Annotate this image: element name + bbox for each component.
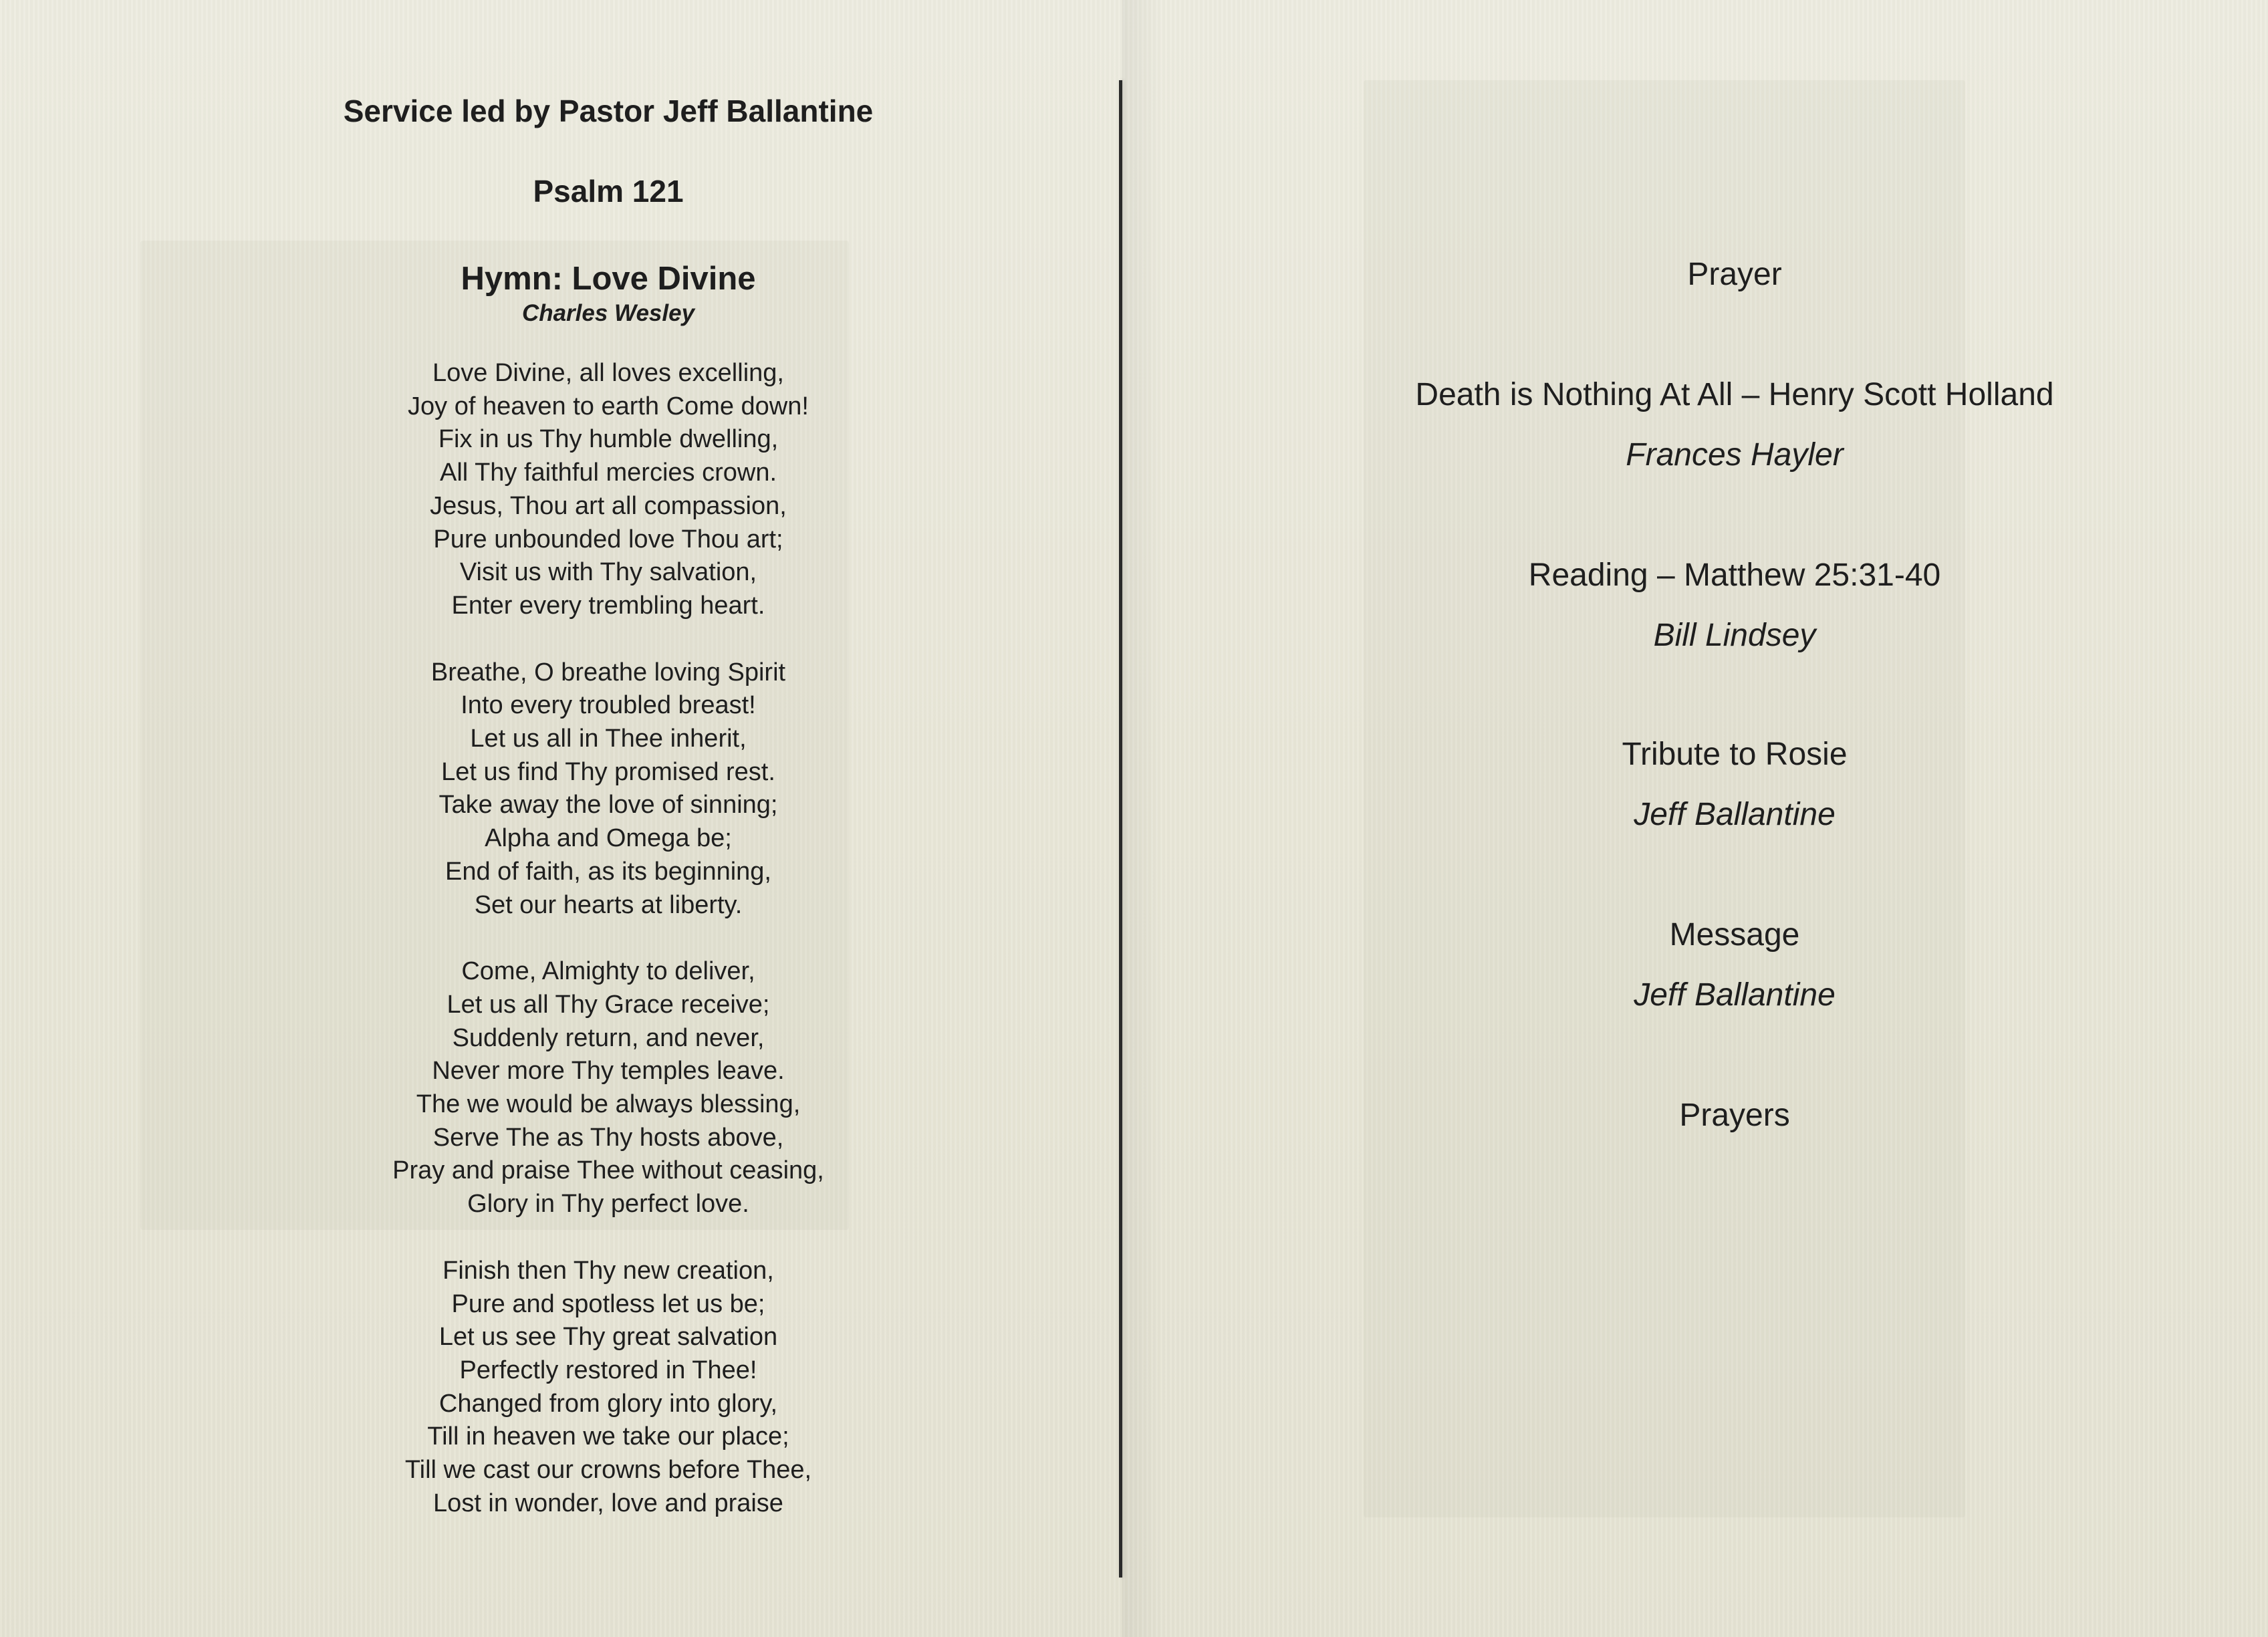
verse-line: Pure unbounded love Thou art; xyxy=(433,525,783,553)
verse-line: Let us find Thy promised rest. xyxy=(441,757,775,786)
service-leader-heading: Service led by Pastor Jeff Ballantine xyxy=(343,94,874,128)
hymn-verse-2 xyxy=(274,656,942,922)
verse-line: Lost in wonder, love and praise xyxy=(433,1489,783,1517)
left-page xyxy=(0,0,1120,1637)
verse-line: Fix in us Thy humble dwelling, xyxy=(438,425,779,454)
verse-line: Let us all Thy Grace receive; xyxy=(447,990,770,1019)
verse-line: Suddenly return, and never, xyxy=(452,1023,765,1052)
poem-title: Death is Nothing At All – Henry Scott Holland xyxy=(1415,377,2054,412)
verse-line: Jesus, Thou art all compassion, xyxy=(430,491,787,520)
verse-line: Pure and spotless let us be; xyxy=(451,1289,765,1318)
verse-line: Serve The as Thy hosts above, xyxy=(432,1123,784,1152)
verse-line: Let us see Thy great salvation xyxy=(438,1323,778,1352)
verse-line: Never more Thy temples leave. xyxy=(432,1057,785,1086)
verse-line: The we would be always blessing, xyxy=(416,1090,801,1119)
verse-line: Let us all in Thee inherit, xyxy=(470,725,747,753)
hymn-author: Charles Wesley xyxy=(521,300,695,326)
verse-line: Take away the love of sinning; xyxy=(438,791,778,820)
verse-line: Set our hearts at liberty. xyxy=(474,890,743,919)
tribute-heading: Tribute to Rosie xyxy=(1622,737,1848,772)
verse-line: End of faith, as its beginning, xyxy=(445,857,771,886)
hymn-verse-4 xyxy=(274,1255,942,1521)
prayer-heading: Prayer xyxy=(1687,257,1782,292)
verse-line: Finish then Thy new creation, xyxy=(443,1256,774,1285)
hymn-verses xyxy=(274,357,942,1554)
verse-line: Come, Almighty to deliver, xyxy=(461,957,755,986)
verse-line: Love Divine, all loves excelling, xyxy=(432,359,784,387)
poem-reader: Frances Hayler xyxy=(1626,437,1844,473)
verse-line: Visit us with Thy salvation, xyxy=(459,558,757,587)
verse-line: Pray and praise Thee without ceasing, xyxy=(392,1156,824,1185)
hymn-verse-3 xyxy=(274,955,942,1221)
verse-line: Changed from glory into glory, xyxy=(438,1389,778,1418)
reading-heading: Reading – Matthew 25:31-40 xyxy=(1528,557,1941,593)
reading-reader: Bill Lindsey xyxy=(1653,618,1816,653)
verse-line: Perfectly restored in Thee! xyxy=(459,1356,757,1384)
hymn-verse-1 xyxy=(274,357,942,623)
verse-line: All Thy faithful mercies crown. xyxy=(439,459,777,487)
right-page xyxy=(1123,0,2268,1637)
tribute-speaker: Jeff Ballantine xyxy=(1634,797,1836,832)
verse-line: Joy of heaven to earth Come down! xyxy=(408,392,809,420)
verse-line: Till we cast our crowns before Thee, xyxy=(404,1456,812,1485)
verse-line: Breathe, O breathe loving Spirit xyxy=(430,658,786,686)
message-speaker: Jeff Ballantine xyxy=(1634,977,1836,1013)
verse-line: Glory in Thy perfect love. xyxy=(467,1190,749,1219)
verse-line: Alpha and Omega be; xyxy=(485,824,732,853)
prayers-heading: Prayers xyxy=(1679,1098,1790,1133)
hymn-title: Hymn: Love Divine xyxy=(461,261,756,297)
verse-line: Till in heaven we take our place; xyxy=(427,1422,789,1451)
psalm-heading: Psalm 121 xyxy=(533,174,684,209)
verse-line: Enter every trembling heart. xyxy=(451,591,765,620)
verse-line: Into every troubled breast! xyxy=(461,691,756,720)
message-heading: Message xyxy=(1669,917,1800,953)
